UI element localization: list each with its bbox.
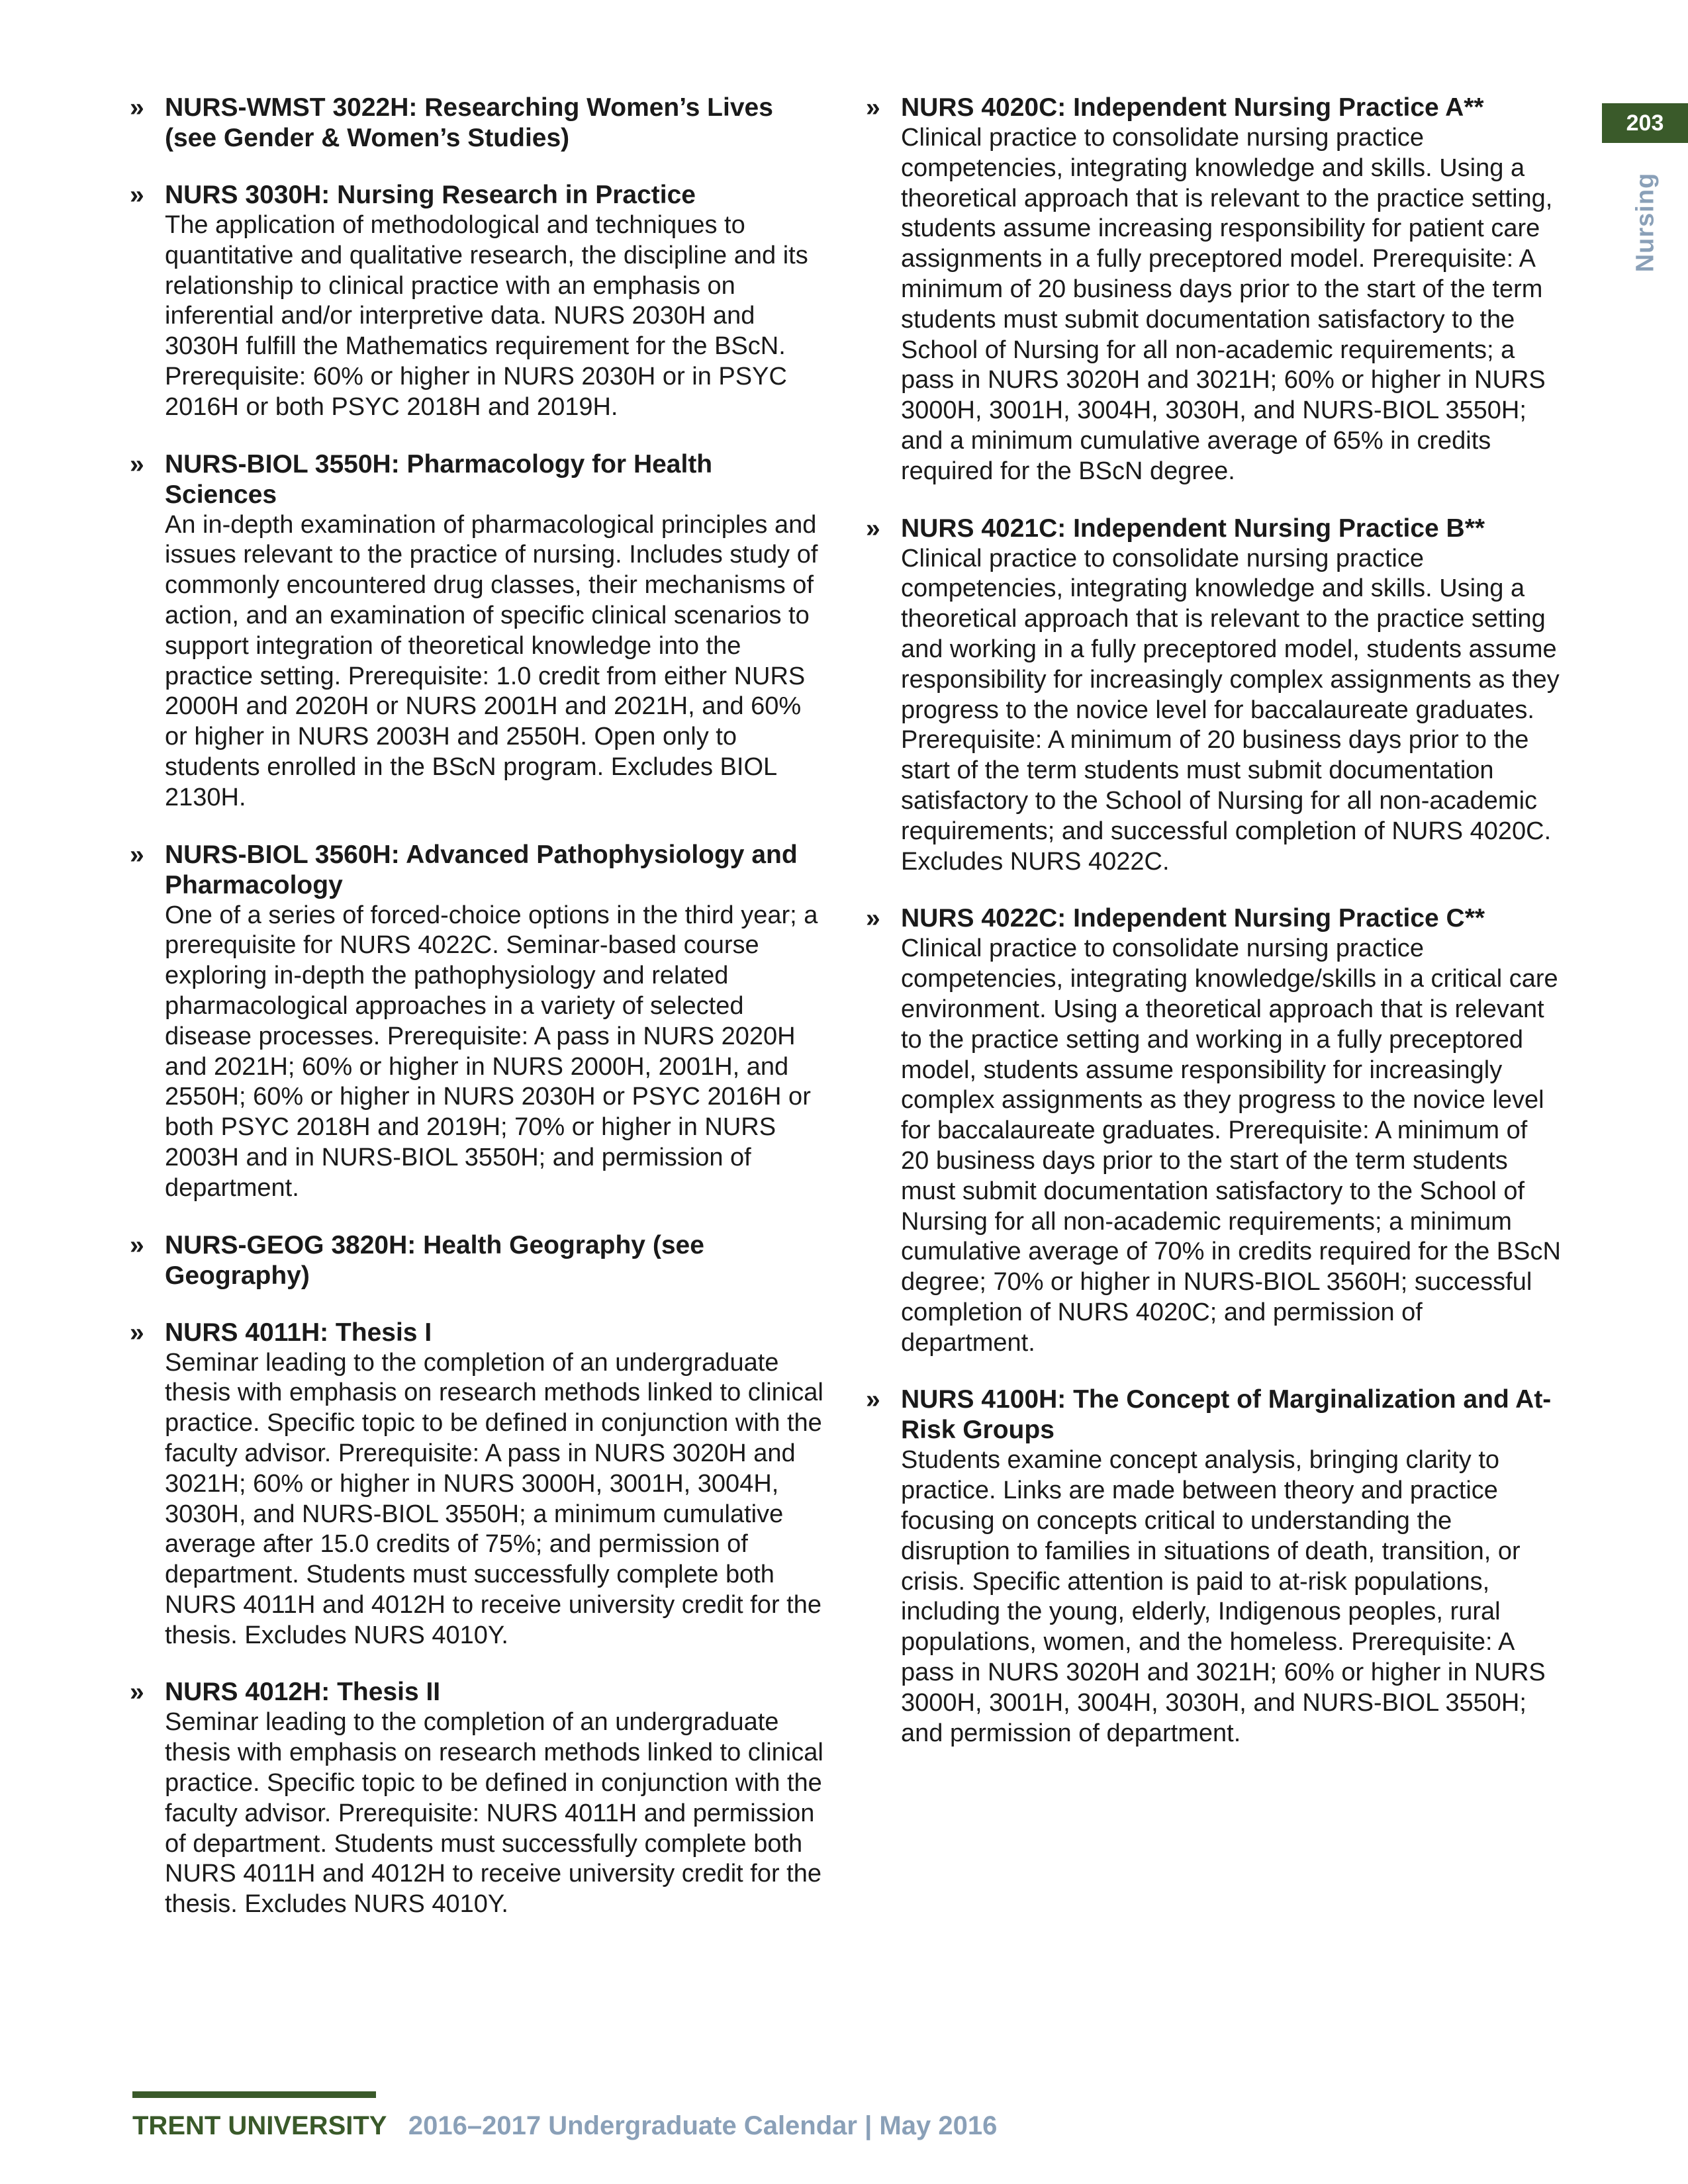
bullet-marker: » <box>866 514 880 543</box>
course-title: NURS-GEOG 3820H: Health Geography (see Geography) <box>165 1230 704 1290</box>
course-title: NURS-WMST 3022H: Researching Women’s Lives (see Gender & Women’s Studies) <box>165 93 773 152</box>
course-description: The application of methodological and techniques to quantitative and qualitative research, the discipline and its relationship to clinical practice with an emphasis on inferential and/or interpretive data. NURS 2030H and 3030H fulfill the Mathematics requirement for the BScN. Prerequisite: 60% or higher in NURS 2030H or in PSYC 2016H or both PSYC 2018H and 2019H. <box>165 211 808 421</box>
course-entry <box>866 1385 1562 1749</box>
course-description: Clinical practice to consolidate nursing practice competencies, integrating knowledge and skills. Using a theoretical approach that is relevant to the practice setting and working in a fully preceptored model, students assume responsibility for increasingly complex assignments as they progress to the novice level for baccalaureate graduates. Prerequisite: A minimum of 20 business days prior to the start of the term students must submit documentation satisfactory to the School of Nursing for all non-academic requirements; and successful completion of NURS 4020C. Excludes NURS 4022C. <box>901 544 1560 876</box>
course-title: NURS 4012H: Thesis II <box>165 1678 441 1707</box>
course-title: NURS 4020C: Independent Nursing Practice A** <box>901 93 1484 122</box>
bullet-marker: » <box>130 1230 144 1259</box>
bullet-marker: » <box>130 1678 144 1707</box>
left-column <box>130 93 825 1946</box>
footer-university: TRENT UNIVERSITY <box>132 2111 387 2140</box>
course-entry <box>130 840 825 1204</box>
bullet-marker: » <box>130 93 144 122</box>
bullet-marker: » <box>130 449 144 478</box>
course-description: Seminar leading to the completion of an undergraduate thesis with emphasis on research methods linked to clinical practice. Specific topic to be defined in conjunction with the faculty advisor. Prerequisite: A pass in NURS 3020H and 3021H; 60% or higher in NURS 3000H, 3001H, 3004H, 3030H, and NURS-BIOL 3550H; a minimum cumulative average after 15.0 credits of 75%; and permission of department. Students must successfully complete both NURS 4011H and 4012H to receive university credit for the thesis. Excludes NURS 4010Y. <box>165 1348 823 1649</box>
bullet-marker: » <box>130 181 144 209</box>
page-number: 203 <box>1626 110 1664 136</box>
course-title: NURS 4100H: The Concept of Marginalization and At-Risk Groups <box>901 1385 1552 1445</box>
page-number-tab <box>1602 103 1688 143</box>
course-entry <box>130 449 825 813</box>
course-description: One of a series of forced-choice options in the third year; a prerequisite for NURS 4022C. Seminar-based course exploring in-depth the pathophysiology and related pharmacological approaches in a variety of selected disease processes. Prerequisite: A pass in NURS 2020H and 2021H; 60% or higher in NURS 2000H, 2001H, and 2550H; 60% or higher in NURS 2030H or PSYC 2016H or both PSYC 2018H and 2019H; 70% or higher in NURS 2003H and in NURS-BIOL 3550H; and permission of department. <box>165 901 818 1202</box>
course-title: NURS 4021C: Independent Nursing Practice B** <box>901 514 1485 543</box>
bullet-marker: » <box>866 1385 880 1414</box>
right-column <box>866 93 1562 1775</box>
bullet-marker: » <box>130 840 144 869</box>
course-title: NURS 3030H: Nursing Research in Practice <box>165 181 696 209</box>
course-description: An in-depth examination of pharmacological principles and issues relevant to the practice of nursing. Includes study of commonly encountered drug classes, their mechanisms of action, and an examination of specific clinical scenarios to support integration of theoretical knowledge into the practice setting. Prerequisite: 1.0 credit from either NURS 2000H and 2020H or NURS 2001H and 2021H, and 60% or higher in NURS 2003H and 2550H. Open only to students enrolled in the BScN program. Excludes BIOL 2130H. <box>165 510 818 811</box>
course-description: Students examine concept analysis, bringing clarity to practice. Links are made between theory and practice focusing on concepts critical to understanding the disruption to families in situations of death, transition, or crisis. Specific attention is paid to at-risk populations, including the young, elderly, Indigenous peoples, rural populations, women, and the homeless. Prerequisite: A pass in NURS 3020H and 3021H; 60% or higher in NURS 3000H, 3001H, 3004H, 3030H, and NURS-BIOL 3550H; and permission of department. <box>901 1446 1546 1747</box>
footer-calendar: 2016–2017 Undergraduate Calendar | May 2016 <box>408 2111 998 2140</box>
section-label: Nursing <box>1631 172 1660 273</box>
bullet-marker: » <box>866 93 880 122</box>
course-description: Clinical practice to consolidate nursing practice competencies, integrating knowledge and skills. Using a theoretical approach that is relevant to the practice setting, students assume increasing responsibility for patient care assignments in a fully preceptored model. Prerequisite: A minimum of 20 business days prior to the start of the term students must submit documentation satisfactory to the School of Nursing for all non-academic requirements; a pass in NURS 3020H and 3021H; 60% or higher in NURS 3000H, 3001H, 3004H, 3030H, and NURS-BIOL 3550H; and a minimum cumulative average of 65% in credits required for the BScN degree. <box>901 124 1553 485</box>
course-entry <box>130 1318 825 1651</box>
course-description: Seminar leading to the completion of an undergraduate thesis with emphasis on research methods linked to clinical practice. Specific topic to be defined in conjunction with the faculty advisor. Prerequisite: NURS 4011H and permission of department. Students must successfully complete both NURS 4011H and 4012H to receive university credit for the thesis. Excludes NURS 4010Y. <box>165 1708 823 1919</box>
course-entry <box>866 903 1562 1358</box>
footer <box>132 2111 997 2141</box>
course-title: NURS-BIOL 3550H: Pharmacology for Health Sciences <box>165 449 713 509</box>
course-description: Clinical practice to consolidate nursing practice competencies, integrating knowledge/skills in a critical care environment. Using a theoretical approach that is relevant to the practice setting and working in a fully preceptored model, students assume responsibility for increasingly complex assignments as they progress to the novice level for baccalaureate graduates. Prerequisite: A minimum of 20 business days prior to the start of the term students must submit documentation satisfactory to the School of Nursing for all non-academic requirements; a minimum cumulative average of 70% in credits required for the BScN degree; 70% or higher in NURS-BIOL 3560H; successful completion of NURS 4020C; and permission of department. <box>901 934 1561 1357</box>
course-title: NURS 4022C: Independent Nursing Practice C** <box>901 904 1485 933</box>
course-entry <box>866 93 1562 487</box>
course-entry <box>130 1677 825 1920</box>
course-entry <box>866 514 1562 878</box>
course-entry <box>130 180 825 423</box>
course-title: NURS 4011H: Thesis I <box>165 1318 432 1347</box>
course-title: NURS-BIOL 3560H: Advanced Pathophysiology and Pharmacology <box>165 840 798 899</box>
bullet-marker: » <box>130 1318 144 1347</box>
footer-rule <box>132 2091 376 2098</box>
course-entry <box>130 93 825 154</box>
course-entry <box>130 1230 825 1291</box>
bullet-marker: » <box>866 904 880 933</box>
